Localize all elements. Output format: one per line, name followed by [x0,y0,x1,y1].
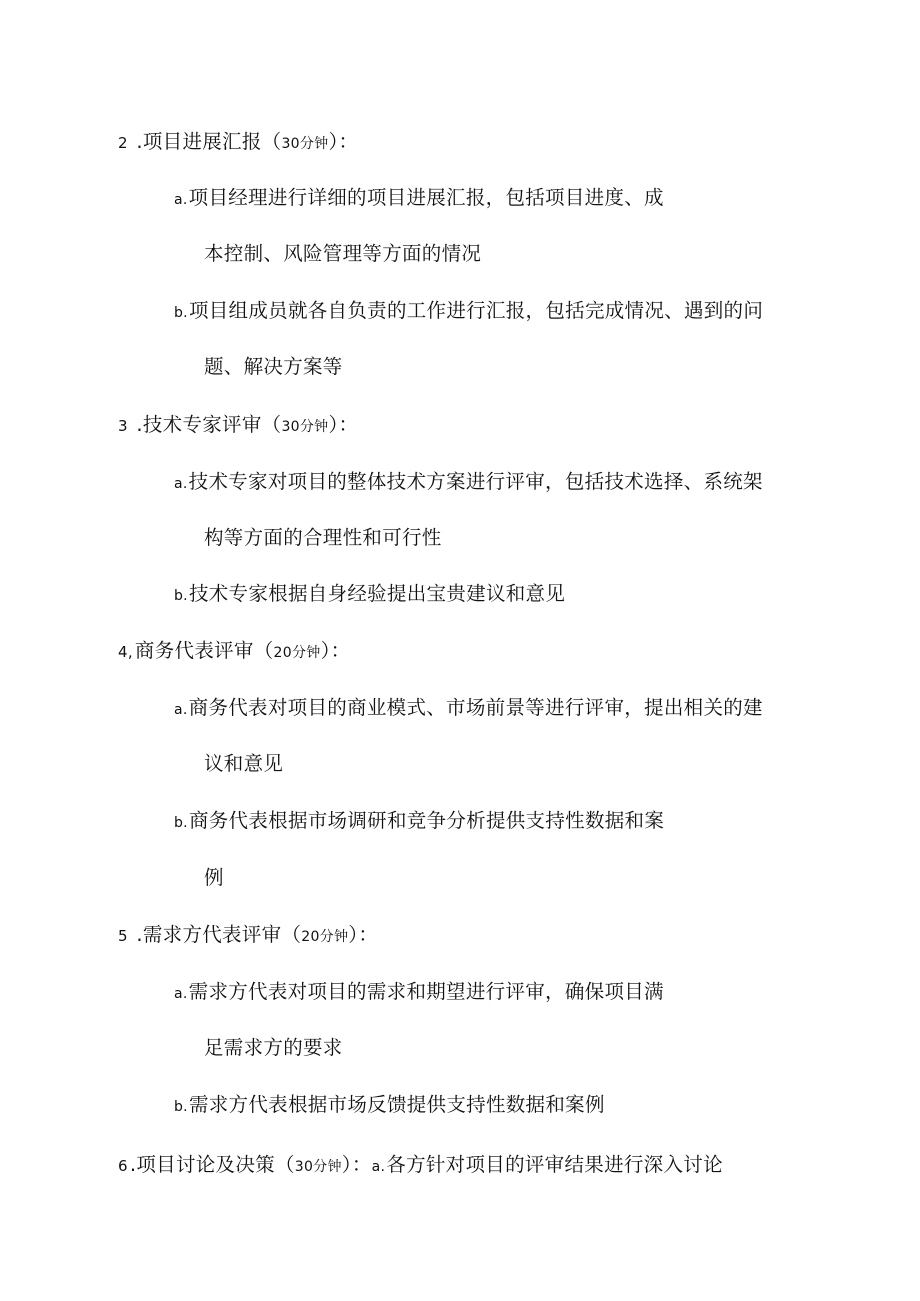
item-continuation: 构等方面的合理性和可行性 [204,526,442,549]
duration-open: （ [253,639,274,662]
duration-open: （ [261,130,282,153]
duration-open: （ [281,923,302,946]
duration-open: （ [274,1153,295,1176]
list-item [174,582,565,608]
section-heading [118,923,378,949]
section-title: 技术专家评审 [142,413,262,436]
duration-open: （ [261,413,282,436]
item-text: 技术专家对项目的整体技术方案进行评审，包括技术选择、系统架 [188,470,763,493]
duration-close: ）： [328,413,359,436]
item-text: 商务代表根据市场调研和竞争分析提供支持性数据和案 [188,809,665,832]
section-number: 2 [118,134,128,152]
section-number: 5 [118,927,128,945]
list-item [174,470,763,496]
section-heading [118,639,350,665]
section-duration: 30分钟 [294,1159,342,1175]
item-marker: a. [371,1159,386,1175]
item-text: 商务代表对项目的商业模式、市场前景等进行评审，提出相关的建 [188,696,763,719]
section-separator: . [129,413,143,436]
duration-close: ）： [320,639,351,662]
item-text: 需求方代表根据市场反馈提供支持性数据和案例 [188,1093,605,1116]
section-title: 商务代表评审 [134,639,254,662]
item-continuation: 题、解决方案等 [204,355,343,378]
item-continuation: 议和意见 [204,752,284,775]
item-marker: a. [174,702,188,718]
section-heading [118,1153,723,1179]
item-continuation: 本控制、风险管理等方面的情况 [204,242,482,265]
section-separator: . [129,130,143,153]
item-text: 项目组成员就各自负责的工作进行汇报，包括完成情况、遇到的问 [188,299,764,322]
item-text: 项目经理进行详细的项目进展汇报，包括项目进度、成 [188,186,664,209]
section-number: 3 [118,417,128,435]
section-number: 6 [118,1157,128,1175]
item-marker: a. [174,986,188,1002]
section-separator: . [129,1153,137,1176]
list-item [174,299,763,325]
section-title: 项目讨论及决策 [136,1153,275,1176]
section-heading [118,130,358,156]
item-marker: b. [174,305,188,321]
list-item [174,809,664,835]
duration-close: ）： [348,923,379,946]
section-heading [118,413,358,439]
item-marker: b. [174,1099,188,1115]
list-item [174,1093,605,1119]
item-continuation: 足需求方的要求 [204,1036,343,1059]
section-separator: . [129,923,143,946]
item-marker: a. [174,192,188,208]
section-duration: 30分钟 [281,136,329,152]
item-text: 需求方代表对项目的需求和期望进行评审，确保项目满 [188,980,664,1003]
section-duration: 20分钟 [273,645,321,661]
list-item [174,980,664,1006]
item-text: 技术专家根据自身经验提出宝贵建议和意见 [188,582,566,605]
section-duration: 30分钟 [281,419,329,435]
item-continuation: 例 [204,866,224,889]
duration-close: ）： [341,1153,372,1176]
section-title: 需求方代表评审 [142,923,282,946]
section-number: 4, [118,643,133,661]
item-marker: a. [174,476,188,492]
section-duration: 20分钟 [301,929,349,945]
section-title: 项目进展汇报 [142,130,262,153]
item-marker: b. [174,588,188,604]
item-text: 各方针对项目的评审结果进行深入讨论 [386,1153,723,1176]
list-item [174,696,763,722]
item-marker: b. [174,815,188,831]
list-item [174,186,664,212]
duration-close: ）： [328,130,359,153]
